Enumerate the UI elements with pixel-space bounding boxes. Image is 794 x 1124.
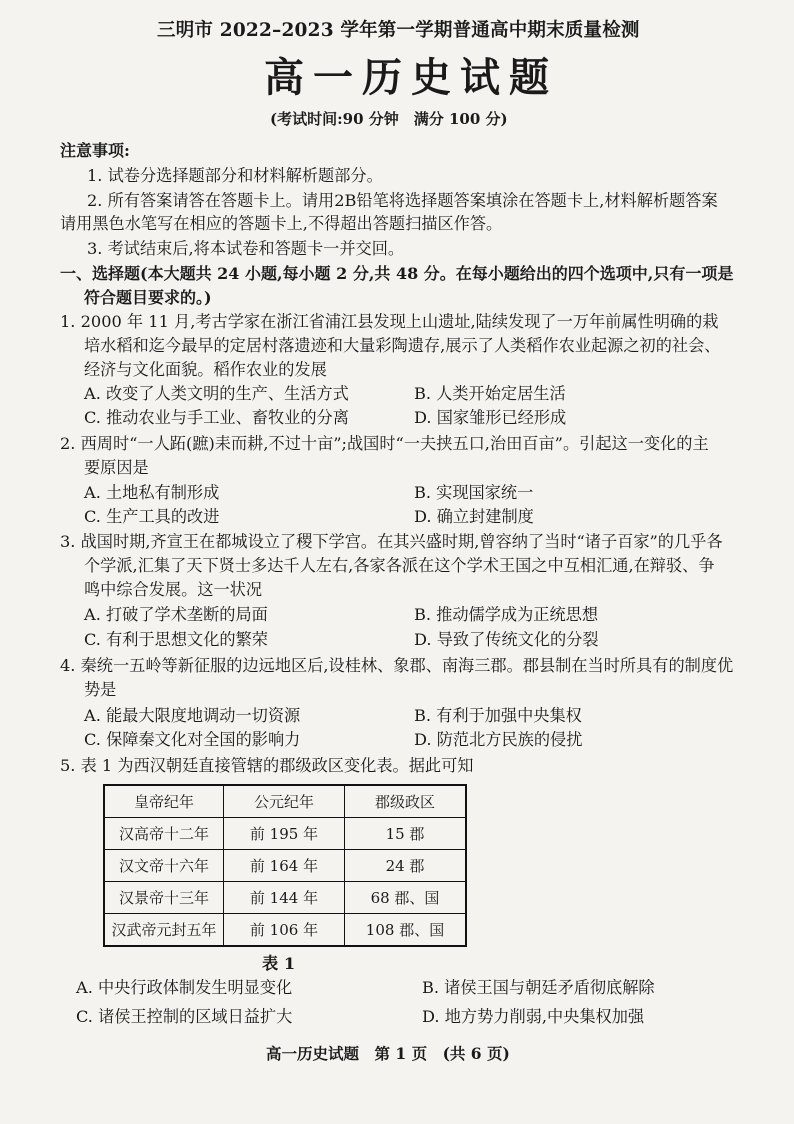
question-2-stem: 要原因是: [84, 458, 149, 477]
question-5-option-b: B. 诸侯王国与朝廷矛盾彻底解除: [422, 978, 655, 997]
question-4-option-b: B. 有利于加强中央集权: [414, 706, 582, 725]
table-cell: 68 郡、国: [345, 882, 467, 914]
question-3-stem: 3. 战国时期,齐宣王在都城设立了稷下学宫。在其兴盛时期,曾容纳了当时“诸子百家”的几乎各: [60, 532, 723, 551]
question-3-option-c: C. 有利于思想文化的繁荣: [84, 630, 268, 649]
table-cell: 前 144 年: [224, 882, 345, 914]
table-header-cell: 皇帝纪年: [104, 785, 224, 818]
question-1-option-c: C. 推动农业与手工业、畜牧业的分离: [84, 408, 349, 427]
table-cell: 汉景帝十三年: [104, 882, 224, 914]
question-4-stem: 4. 秦统一五岭等新征服的边远地区后,设桂林、象郡、南海三郡。郡县制在当时所具有的制度优: [60, 656, 734, 675]
question-4-option-a: A. 能最大限度地调动一切资源: [84, 706, 301, 725]
notice-item: 3. 考试结束后,将本试卷和答题卡一并交回。: [87, 239, 405, 258]
page-title: 高一历史试题: [264, 54, 558, 101]
question-4-option-d: D. 防范北方民族的侵扰: [414, 730, 583, 749]
question-5-option-c: C. 诸侯王控制的区域日益扩大: [76, 1007, 293, 1026]
question-2-option-a: A. 土地私有制形成: [84, 483, 220, 502]
question-1-stem: 经济与文化面貌。稻作农业的发展: [84, 360, 327, 379]
table-cell: 108 郡、国: [345, 914, 467, 947]
question-1-stem: 1. 2000 年 11 月,考古学家在浙江省浦江县发现上山遗址,陆续发现了一万年前属性明确的栽: [60, 312, 719, 331]
question-3-option-b: B. 推动儒学成为正统思想: [414, 605, 599, 624]
question-4-stem: 势是: [84, 680, 117, 699]
table-header-cell: 郡级政区: [345, 785, 467, 818]
table-row: [104, 850, 466, 882]
exam-name: 三明市 2022–2023 学年第一学期普通高中期末质量检测: [157, 20, 640, 41]
table-cell: 汉高帝十二年: [104, 818, 224, 850]
notice-item: 2. 所有答案请答在答题卡上。请用2B铅笔将选择题答案填涂在答题卡上,材料解析题答案: [87, 191, 718, 210]
question-2-option-b: B. 实现国家统一: [414, 483, 534, 502]
question-4-option-c: C. 保障秦文化对全国的影响力: [84, 730, 301, 749]
table-row: [104, 882, 466, 914]
question-5-option-a: A. 中央行政体制发生明显变化: [76, 978, 293, 997]
question-2-option-d: D. 确立封建制度: [414, 507, 534, 526]
table-cell: 前 195 年: [224, 818, 345, 850]
table-cell: 汉武帝元封五年: [104, 914, 224, 947]
table-cell: 前 106 年: [224, 914, 345, 947]
table-cell: 15 郡: [345, 818, 467, 850]
exam-time-info: (考试时间:90 分钟 满分 100 分): [270, 110, 508, 128]
table-header-cell: 公元纪年: [224, 785, 345, 818]
question-1-option-d: D. 国家雏形已经形成: [414, 408, 567, 427]
notice-heading: 注意事项:: [60, 141, 130, 160]
notice-item: 1. 试卷分选择题部分和材料解析题部分。: [87, 166, 383, 185]
section-heading: 一、选择题(本大题共 24 小题,每小题 2 分,共 48 分。在每小题给出的四个选项中,只有一项是: [60, 264, 734, 283]
question-3-option-d: D. 导致了传统文化的分裂: [414, 630, 599, 649]
table-cell: 前 164 年: [224, 850, 345, 882]
question-1-option-a: A. 改变了人类文明的生产、生活方式: [84, 384, 349, 403]
question-5-option-d: D. 地方势力削弱,中央集权加强: [422, 1007, 645, 1026]
notice-item: 请用黑色水笔写在相应的答题卡上,不得超出答题扫描区作答。: [60, 214, 503, 233]
question-1-stem: 培水稻和迄今最早的定居村落遗迹和大量彩陶遗存,展示了人类稻作农业起源之初的社会、: [84, 336, 721, 355]
table-caption: 表 1: [262, 954, 296, 973]
section-heading-cont: 符合题目要求的。): [84, 288, 212, 307]
table-row: [104, 818, 466, 850]
question-2-option-c: C. 生产工具的改进: [84, 507, 220, 526]
question-3-stem: 鸣中综合发展。这一状况: [84, 580, 263, 599]
page-footer: 高一历史试题 第 1 页 (共 6 页): [266, 1044, 510, 1063]
question-5-stem: 5. 表 1 为西汉朝廷直接管辖的郡级政区变化表。据此可知: [60, 756, 474, 775]
question-2-stem: 2. 西周时“一人跖(蹠)耒而耕,不过十亩”;战国时“一夫挟五口,治田百亩”。引起这一变化的主: [60, 434, 709, 453]
table-cell: 汉文帝十六年: [104, 850, 224, 882]
question-3-option-a: A. 打破了学术垄断的局面: [84, 605, 268, 624]
table-header-row: [104, 785, 466, 818]
table-cell: 24 郡: [345, 850, 467, 882]
question-1-option-b: B. 人类开始定居生活: [414, 384, 566, 403]
question-3-stem: 个学派,汇集了天下贤士多达千人左右,各家各派在这个学术王国之中互相汇通,在辩驳、争: [84, 556, 715, 575]
table-row: [104, 914, 466, 947]
table-1: [103, 784, 467, 947]
